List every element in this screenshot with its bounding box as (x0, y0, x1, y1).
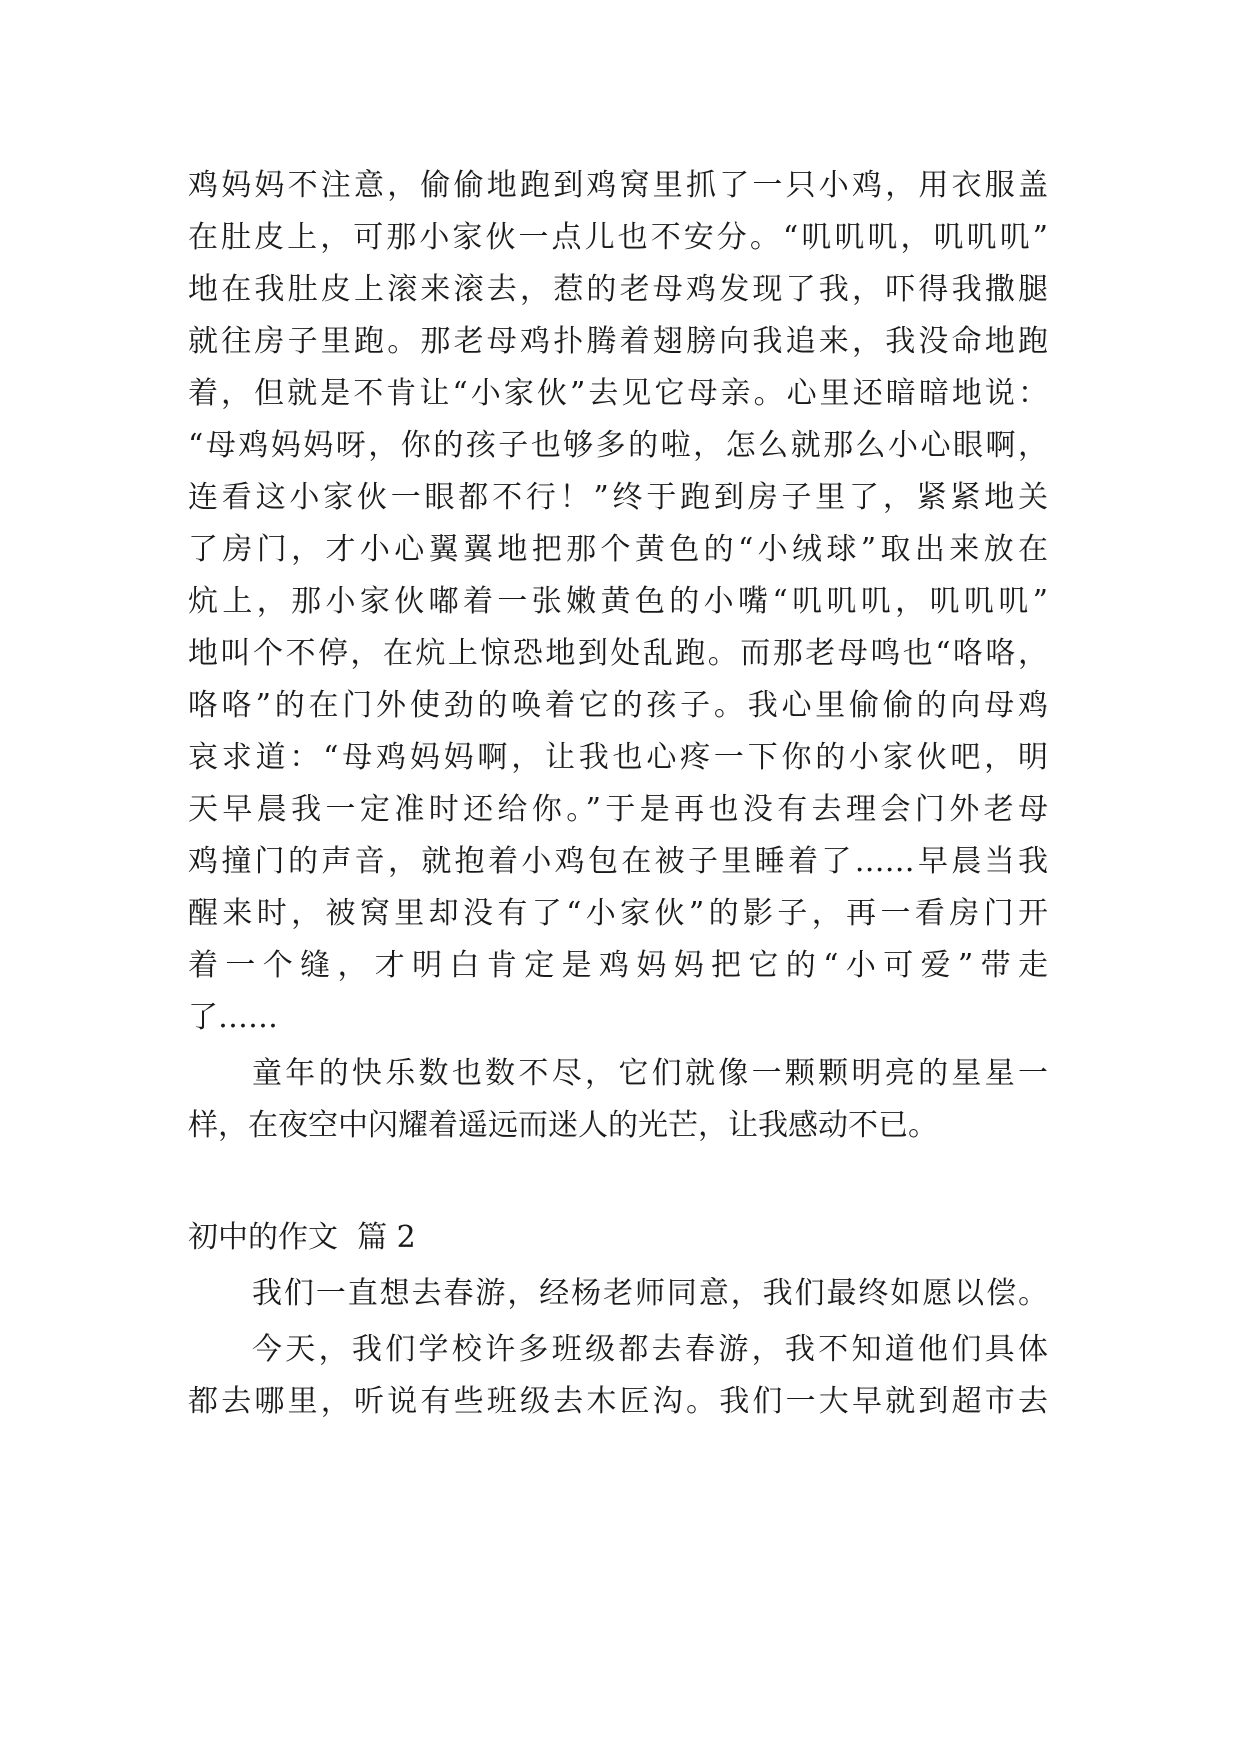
text-line: 天早晨我一定准时还给你。”于是再也没有去理会门外老母 (188, 792, 1048, 827)
text-line: 都去哪里，听说有些班级去木匠沟。我们一大早就到超市去 (188, 1384, 1048, 1419)
text-line: 地叫个不停，在炕上惊恐地到处乱跑。而那老母鸣也“咯咯， (188, 636, 1048, 671)
text-line: 我们一直想去春游，经杨老师同意，我们最终如愿以偿。 (252, 1276, 1048, 1311)
text-line: 鸡妈妈不注意，偷偷地跑到鸡窝里抓了一只小鸡，用衣服盖 (188, 168, 1048, 203)
text-line: 哀求道：“母鸡妈妈啊，让我也心疼一下你的小家伙吧，明 (188, 740, 1048, 775)
text-line: 在肚皮上，可那小家伙一点儿也不安分。“叽叽叽，叽叽叽” (188, 220, 1048, 255)
text-line: 着一个缝，才明白肯定是鸡妈妈把它的“小可爱”带走 (188, 948, 1048, 983)
text-line: 童年的快乐数也数不尽，它们就像一颗颗明亮的星星一 (252, 1056, 1048, 1091)
text-line: 醒来时，被窝里却没有了“小家伙”的影子，再一看房门开 (188, 896, 1048, 931)
text-line: “母鸡妈妈呀，你的孩子也够多的啦，怎么就那么小心眼啊， (188, 428, 1048, 463)
section-heading: 初中的作文 篇 2 (188, 1220, 416, 1255)
text-line: 了…… (188, 1000, 278, 1035)
text-line: 样，在夜空中闪耀着遥远而迷人的光芒，让我感动不已。 (188, 1108, 938, 1143)
text-line: 了房门，才小心翼翼地把那个黄色的“小绒球”取出来放在 (188, 532, 1048, 567)
text-line: 连看这小家伙一眼都不行！”终于跑到房子里了，紧紧地关 (188, 480, 1048, 515)
text-line: 地在我肚皮上滚来滚去，惹的老母鸡发现了我，吓得我撒腿 (188, 272, 1048, 307)
text-line: 鸡撞门的声音，就抱着小鸡包在被子里睡着了……早晨当我 (188, 844, 1048, 879)
text-line: 炕上，那小家伙嘟着一张嫩黄色的小嘴“叽叽叽，叽叽叽” (188, 584, 1048, 619)
text-line: 今天，我们学校许多班级都去春游，我不知道他们具体 (252, 1332, 1048, 1367)
text-line: 着，但就是不肯让“小家伙”去见它母亲。心里还暗暗地说： (188, 376, 1048, 411)
text-line: 咯咯”的在门外使劲的唤着它的孩子。我心里偷偷的向母鸡 (188, 688, 1048, 723)
text-line: 就往房子里跑。那老母鸡扑腾着翅膀向我追来，我没命地跑 (188, 324, 1048, 359)
